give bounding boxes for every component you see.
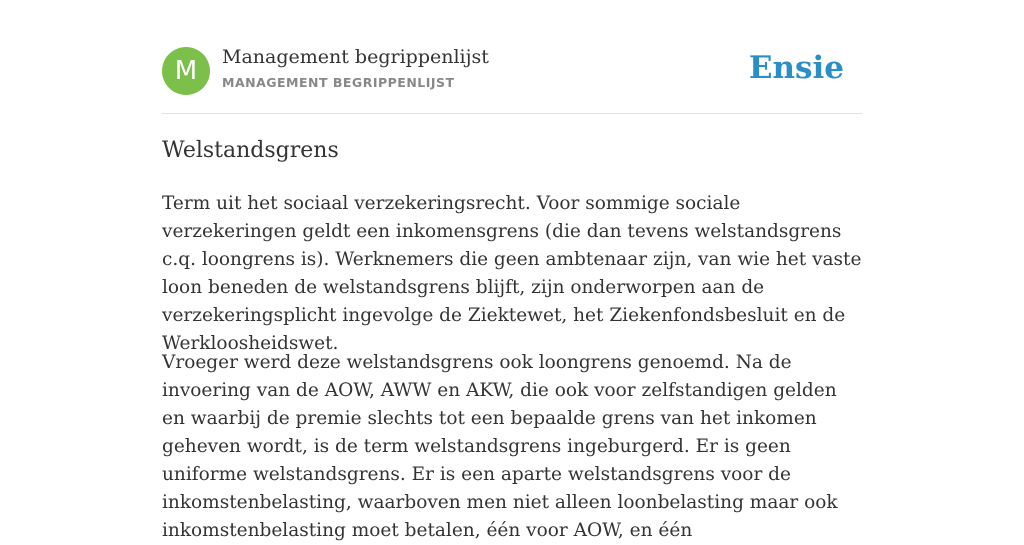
ensie-logo[interactable]: Ensie [748, 50, 844, 86]
page-title: Welstandsgrens [162, 138, 339, 163]
definition-paragraph: Vroeger werd deze welstandsgrens ook loongrens genoemd. Na de invoering van de AOW, AWW en AKW, die ook voor zelfstandigen gelden en waarbij de premie slechts tot een bepaalde grens van het inkomen geheven wordt, is de term welstandsgrens ingeburgerd. Er is geen uniforme welstandsgrens. Er is een aparte welstandsgrens voor de inkomstenbelasting, waarboven men niet alleen loonbelasting maar ook inkomstenbelasting moet betalen, één voor AOW, en één [162, 352, 838, 541]
avatar[interactable]: M [162, 47, 210, 95]
source-subtitle: MANAGEMENT BEGRIPPENLIJST [222, 75, 455, 90]
definition-paragraph: Term uit het sociaal verzekeringsrecht. Voor sommige sociale verzekeringen geldt een inkomensgrens (die dan tevens welstandsgrens c.q. loongrens is). Werknemers die geen ambtenaar zijn, van wie het vaste loon beneden de welstandsgrens blijft, zijn onderworpen aan de verzekeringsplicht ingevolge de Ziektewet, het Ziekenfondsbesluit en de Werkloosheidswet. [162, 193, 862, 354]
source-title[interactable]: Management begrippenlijst [222, 46, 489, 68]
page-container [162, 0, 862, 541]
header [162, 0, 862, 114]
